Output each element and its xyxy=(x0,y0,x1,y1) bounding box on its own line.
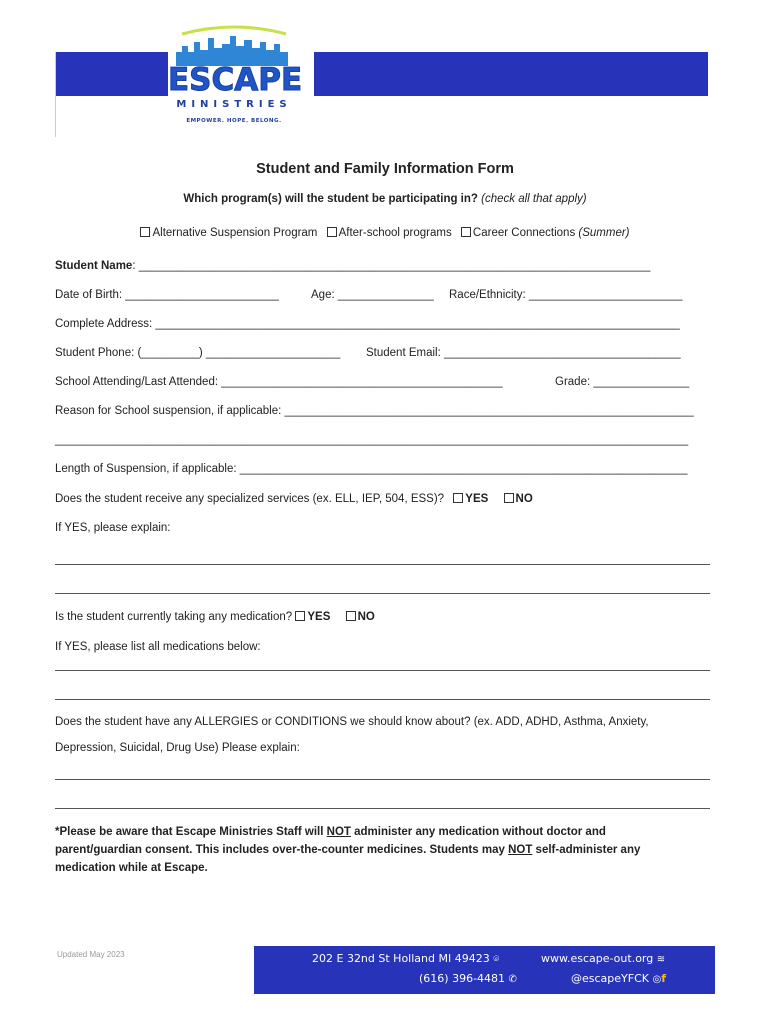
header-bar-right xyxy=(314,52,708,96)
facebook-icon: f xyxy=(661,972,667,985)
form-title: Student and Family Information Form xyxy=(256,161,514,177)
location-pin-icon: ⌾ xyxy=(493,954,500,965)
medication-question xyxy=(55,611,375,623)
notice-text: administer any medication without doctor and parent/guardian consent. This includes over-the-counter medicines. Students may xyxy=(55,826,606,856)
footer-social-text: @escapeYFCK xyxy=(571,972,649,985)
footer-phone-text: (616) 396-4481 xyxy=(419,972,506,985)
race-field[interactable]: Race/Ethnicity: ________________________ xyxy=(449,289,683,301)
option-note: (Summer) xyxy=(578,227,630,239)
notice-text: *Please be aware that Escape Ministries Staff will xyxy=(55,826,327,838)
medication-question-text: Is the student currently taking any medication? xyxy=(55,611,293,623)
medication-list-label: If YES, please list all medications below: xyxy=(55,641,261,653)
dob-field[interactable]: Date of Birth: ________________________ xyxy=(55,289,279,301)
notice-emphasis: NOT xyxy=(508,844,533,856)
student-phone-field[interactable]: Student Phone: (_________) _____________________ xyxy=(55,347,341,359)
services-yes-checkbox[interactable] xyxy=(453,493,463,503)
footer-contact-bar xyxy=(254,946,715,994)
services-yes-label: YES xyxy=(465,493,489,505)
medication-no-label: NO xyxy=(357,611,375,623)
student-name-field[interactable] xyxy=(55,260,650,272)
services-question-text: Does the student receive any specialized services (ex. ELL, IEP, 504, ESS)? xyxy=(55,493,445,505)
services-explain-line-2[interactable] xyxy=(55,593,710,594)
student-name-blank: : ________________________________________________________________________________ xyxy=(132,260,651,272)
option-label: Career Connections xyxy=(472,227,576,239)
phone-icon: ✆ xyxy=(508,974,517,985)
notice-text: self-administer any medication while at Escape. xyxy=(55,844,641,874)
programs-hint: (check all that apply) xyxy=(481,193,587,205)
logo-subtitle: MINISTRIES xyxy=(176,99,292,110)
suspension-reason-line-2[interactable]: ___________________________________________________________________________________________________ xyxy=(55,434,689,446)
checkbox-after-school[interactable] xyxy=(327,227,337,237)
instagram-icon: ◎ xyxy=(652,974,662,985)
updated-date: Updated May 2023 xyxy=(57,950,125,959)
allergies-question-1: Does the student have any ALLERGIES or CONDITIONS we should know about? (ex. ADD, ADHD, Asthma, Anxiety, xyxy=(55,716,649,728)
school-field[interactable]: School Attending/Last Attended: ____________________________________________ xyxy=(55,376,503,388)
medication-yes-checkbox[interactable] xyxy=(295,611,305,621)
footer-website-text: www.escape-out.org xyxy=(541,952,654,965)
programs-options xyxy=(0,227,770,239)
services-no-label: NO xyxy=(515,493,533,505)
grade-field[interactable]: Grade: _______________ xyxy=(555,376,690,388)
wifi-icon: ≋ xyxy=(656,954,666,965)
allergies-question-2: Depression, Suicidal, Drug Use) Please explain: xyxy=(55,742,300,754)
services-no-checkbox[interactable] xyxy=(504,493,514,503)
allergies-line-1[interactable] xyxy=(55,779,710,780)
header-bar-left xyxy=(55,52,168,96)
escape-ministries-logo xyxy=(168,22,303,132)
footer-address xyxy=(312,952,499,965)
address-field[interactable]: Complete Address: __________________________________________________________________________________ xyxy=(55,318,680,330)
notice-emphasis: NOT xyxy=(326,826,351,838)
services-question xyxy=(55,493,533,505)
services-explain-label: If YES, please explain: xyxy=(55,522,171,534)
logo-wordmark: ESCAPE xyxy=(168,62,303,98)
medication-notice xyxy=(55,823,675,877)
programs-question xyxy=(0,193,770,205)
checkbox-career-connections[interactable] xyxy=(461,227,471,237)
services-explain-line-1[interactable] xyxy=(55,564,710,565)
suspension-length-field[interactable]: Length of Suspension, if applicable: ______________________________________________________________________ xyxy=(55,463,688,475)
option-label: After-school programs xyxy=(338,227,452,239)
medication-yes-label: YES xyxy=(307,611,331,623)
programs-question-text: Which program(s) will the student be participating in? xyxy=(183,193,478,205)
footer-social[interactable] xyxy=(571,972,666,985)
option-label: Alternative Suspension Program xyxy=(152,227,318,239)
student-email-field[interactable]: Student Email: _____________________________________ xyxy=(366,347,681,359)
medication-line-2[interactable] xyxy=(55,699,710,700)
medication-line-1[interactable] xyxy=(55,670,710,671)
checkbox-alternative-suspension[interactable] xyxy=(140,227,150,237)
suspension-reason-field[interactable]: Reason for School suspension, if applicable: ________________________________________________________________ xyxy=(55,405,694,417)
medication-no-checkbox[interactable] xyxy=(346,611,356,621)
allergies-line-2[interactable] xyxy=(55,808,710,809)
student-name-label: Student Name xyxy=(55,260,133,272)
footer-address-text: 202 E 32nd St Holland MI 49423 xyxy=(312,952,490,965)
footer-website[interactable] xyxy=(541,952,665,965)
age-field[interactable]: Age: _______________ xyxy=(311,289,434,301)
logo-tagline: EMPOWER. HOPE. BELONG. xyxy=(186,118,282,124)
footer-phone xyxy=(419,972,517,985)
header-divider xyxy=(55,52,56,137)
